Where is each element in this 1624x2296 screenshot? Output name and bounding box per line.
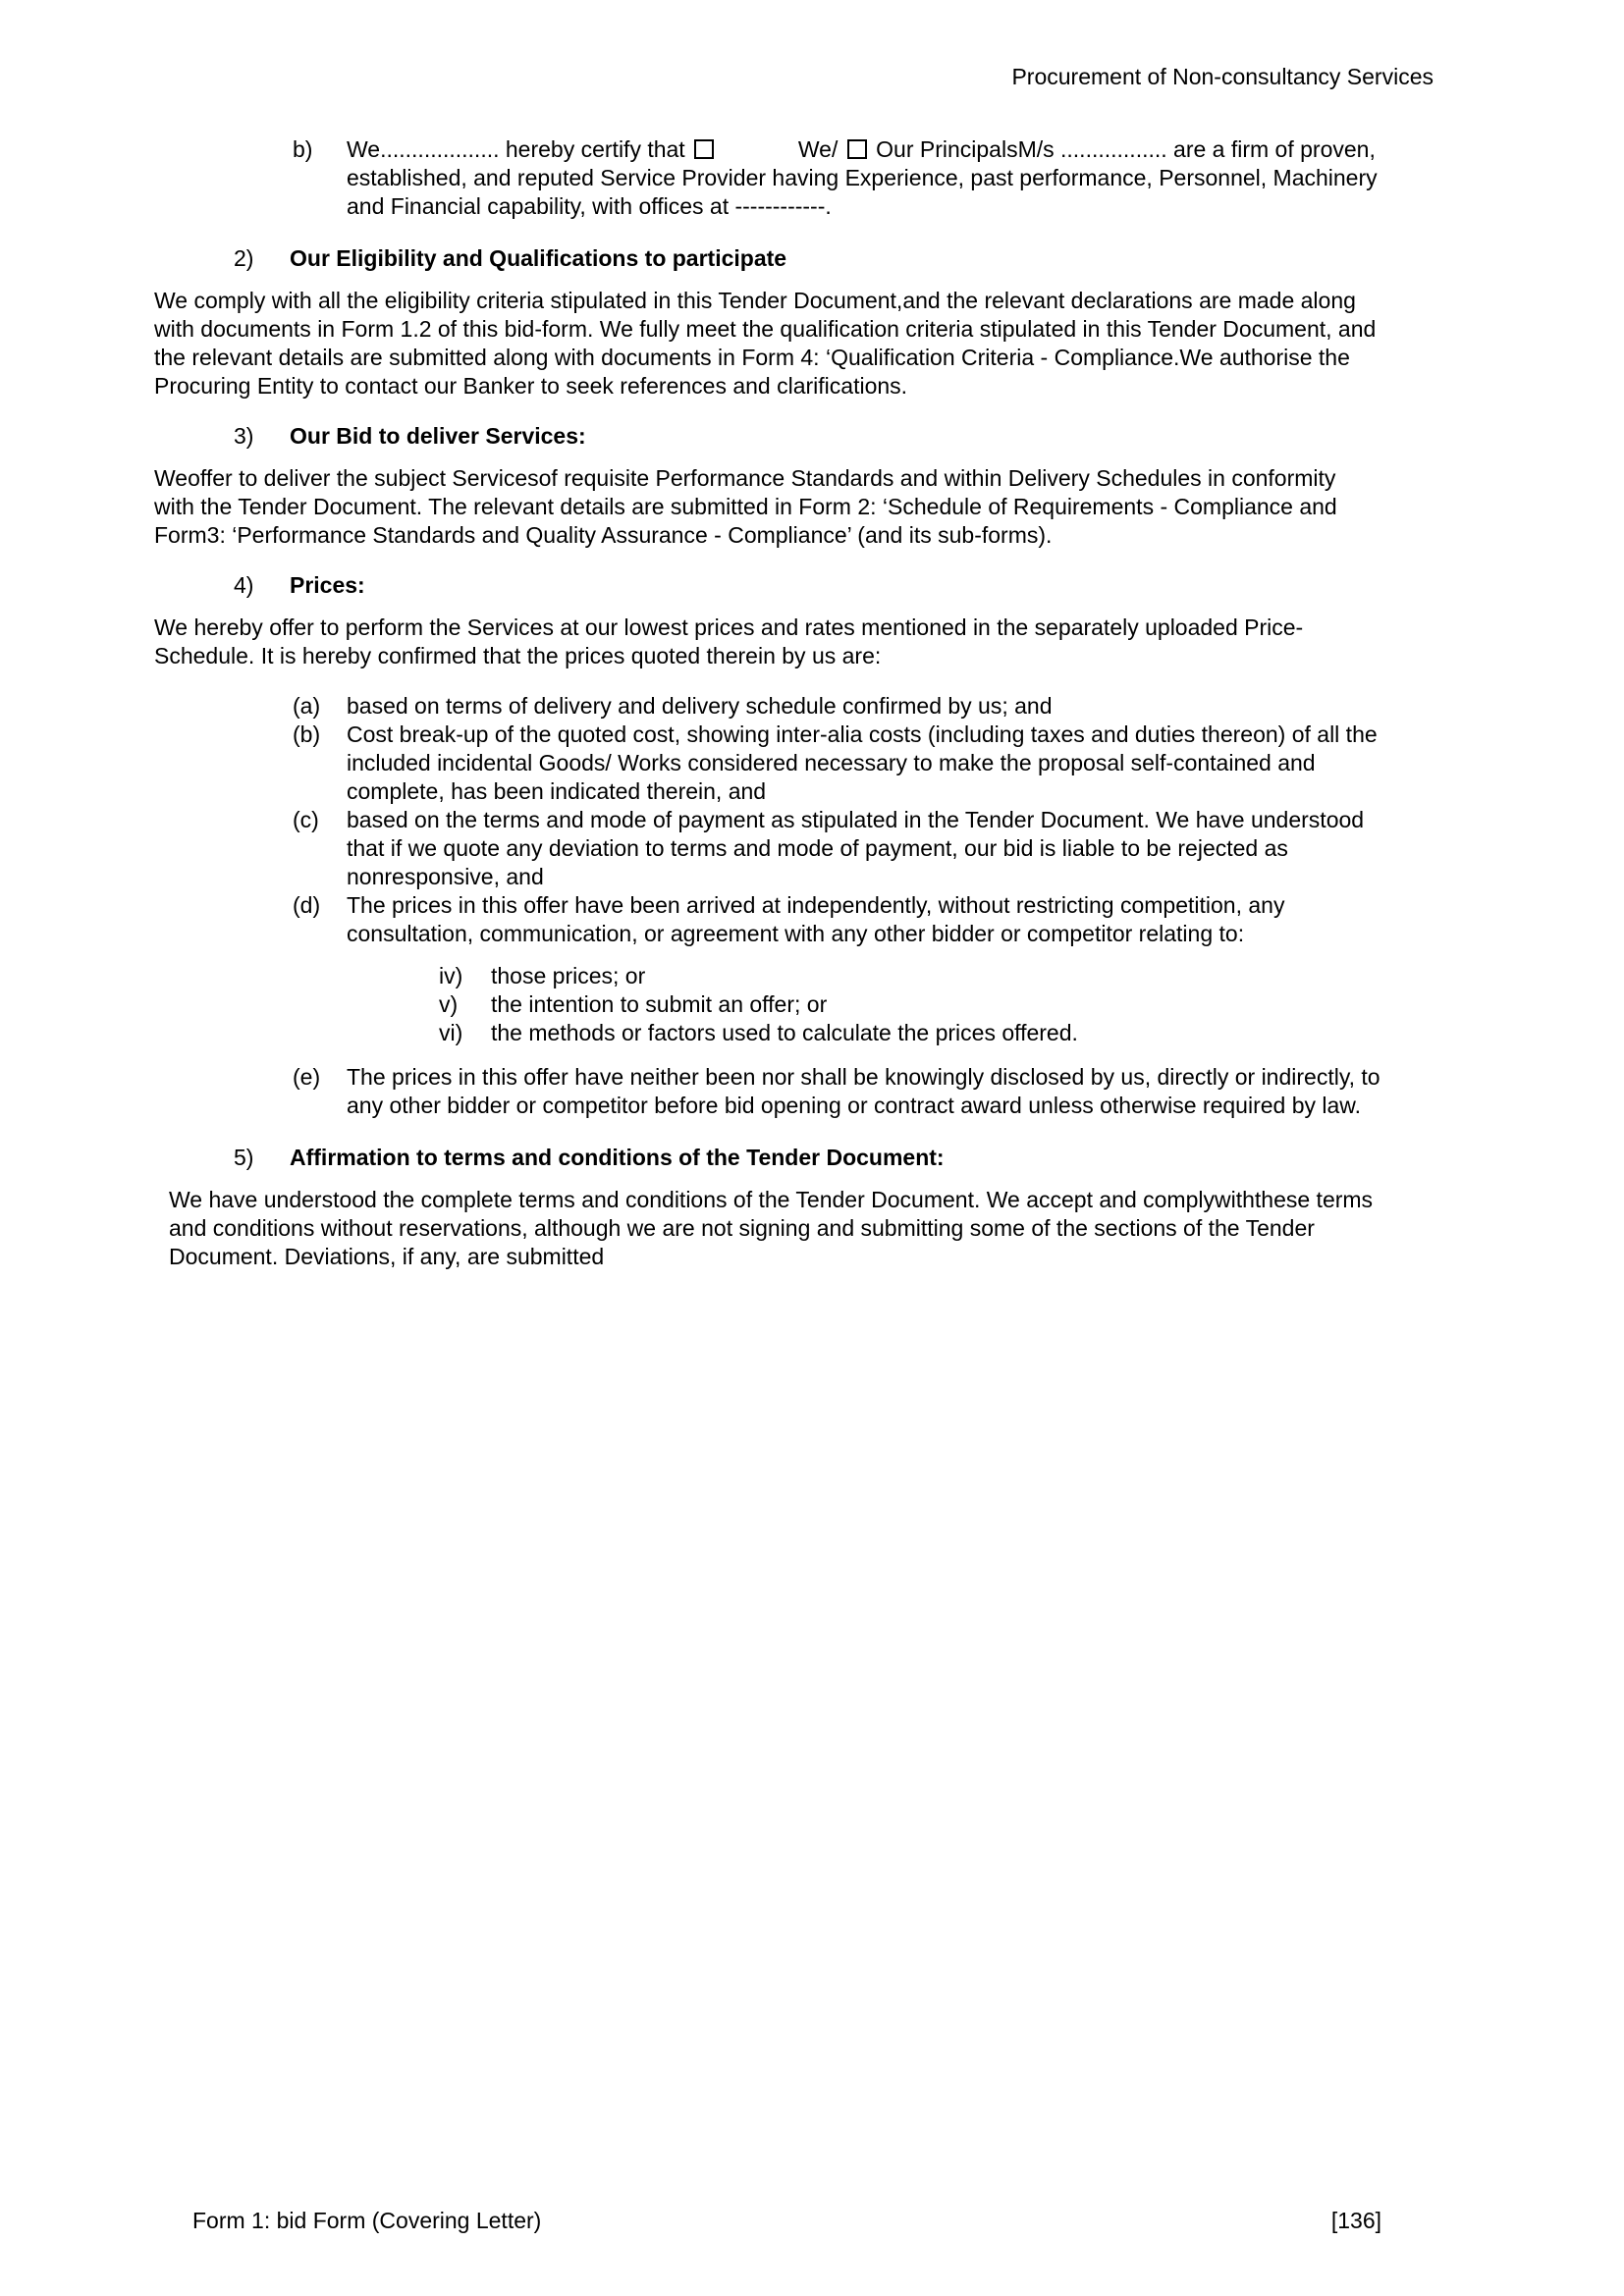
- footer-page-number: [136]: [1330, 2208, 1381, 2233]
- section-title: Our Bid to deliver Services:: [290, 423, 586, 449]
- list-item-e: [154, 1063, 1381, 1120]
- section-number: 2): [234, 245, 254, 271]
- section-4-heading: [154, 571, 1381, 600]
- list-item-label: v): [439, 991, 459, 1017]
- section-number: 4): [234, 572, 254, 598]
- list-item-text: the methods or factors used to calculate the prices offered.: [491, 1020, 1078, 1045]
- list-item-text: based on terms of delivery and delivery schedule confirmed by us; and: [347, 693, 1053, 719]
- list-item-b: [154, 721, 1381, 806]
- list-item-label: (a): [293, 693, 321, 719]
- header-title: Procurement of Non-consultancy Services: [1011, 64, 1434, 89]
- sublist-item-iv: [154, 962, 1381, 990]
- price-conditions-list: [154, 692, 1381, 1120]
- clause-b-principals-text: Our PrincipalsM/s ................. are a firm of proven, established, and reputed Service Provider having Experience, past performance, Personnel, Machinery and Financial capability, with offices at ------------.: [347, 136, 1378, 219]
- list-item-text: the intention to submit an offer; or: [491, 991, 828, 1017]
- tab-space: [723, 156, 791, 157]
- clause-b-label: b): [293, 136, 313, 162]
- section-title: Affirmation to terms and conditions of the Tender Document:: [290, 1145, 945, 1170]
- list-item-label: (b): [293, 721, 321, 747]
- list-item-text: The prices in this offer have neither been nor shall be knowingly disclosed by us, directly or indirectly, to any other bidder or competitor before bid opening or contract award unless otherwise required by law.: [347, 1064, 1380, 1118]
- clause-b-certify-text: We................... hereby certify that: [347, 136, 685, 162]
- list-item-text: based on the terms and mode of payment as stipulated in the Tender Document. We have understood that if we quote any deviation to terms and mode of payment, our bid is liable to be rejected as nonresponsive, and: [347, 807, 1365, 889]
- section-title: Our Eligibility and Qualifications to participate: [290, 245, 787, 271]
- page-header: [154, 63, 1434, 91]
- list-item-text: those prices; or: [491, 963, 646, 988]
- section-number: 3): [234, 423, 254, 449]
- sublist-item-vi: [154, 1019, 1381, 1047]
- list-item-label: (c): [293, 807, 319, 832]
- section-5-body: We have understood the complete terms and conditions of the Tender Document. We accept and complywiththese terms and conditions without reservations, although we are not signing and submitting some of the sections of the Tender Document. Deviations, if any, are submitted: [169, 1187, 1374, 1269]
- list-item-label: iv): [439, 963, 463, 988]
- footer-doc-title: Form 1: bid Form (Covering Letter): [192, 2208, 542, 2233]
- list-item-text: Cost break-up of the quoted cost, showing inter-alia costs (including taxes and duties thereon) of all the included incidental Goods/ Works considered necessary to make the proposal self-contained and complete, has been indicated therein, and: [347, 721, 1378, 804]
- list-item-a: [154, 692, 1381, 721]
- section-5-heading: [154, 1144, 1381, 1172]
- section-4-body: We hereby offer to perform the Services at our lowest prices and rates mentioned in the separately uploaded Price-Schedule. It is hereby confirmed that the prices quoted therein by us are:: [154, 614, 1304, 668]
- price-factors-sublist: [154, 962, 1381, 1047]
- list-item-d: [154, 891, 1381, 948]
- checkbox-icon: [694, 139, 714, 159]
- list-item-label: (e): [293, 1064, 321, 1090]
- section-3-heading: [154, 422, 1381, 451]
- section-3-body: Weoffer to deliver the subject Servicesof requisite Performance Standards and within Delivery Schedules in conformity with the Tender Document. The relevant details are submitted in Form 2: ‘Schedule of Requirements - Compliance and Form3: ‘Performance Standards and Quality Assurance - Compliance’ (and its sub-forms).: [154, 465, 1337, 548]
- clause-b-we-text: We/: [797, 136, 839, 162]
- document-content: [154, 63, 1434, 1293]
- section-number: 5): [234, 1145, 254, 1170]
- list-item-label: (d): [293, 892, 321, 918]
- clause-b: [154, 135, 1381, 221]
- list-item-text: The prices in this offer have been arrived at independently, without restricting competition, any consultation, communication, or agreement with any other bidder or competitor relating to:: [347, 892, 1285, 946]
- sublist-item-v: [154, 990, 1381, 1019]
- clause-b-text: [347, 135, 1381, 221]
- page-footer: [154, 2207, 1381, 2235]
- list-item-c: [154, 806, 1381, 891]
- section-2-heading: [154, 244, 1381, 273]
- checkbox-icon: [847, 139, 867, 159]
- section-2-body: We comply with all the eligibility criteria stipulated in this Tender Document,and the relevant declarations are made along with documents in Form 1.2 of this bid-form. We fully meet the qualification criteria stipulated in this Tender Document, and the relevant details are submitted along with documents in Form 4: ‘Qualification Criteria - Compliance.We authorise the Procuring Entity to contact our Banker to seek references and clarifications.: [154, 288, 1377, 399]
- section-title: Prices:: [290, 572, 365, 598]
- list-item-label: vi): [439, 1020, 463, 1045]
